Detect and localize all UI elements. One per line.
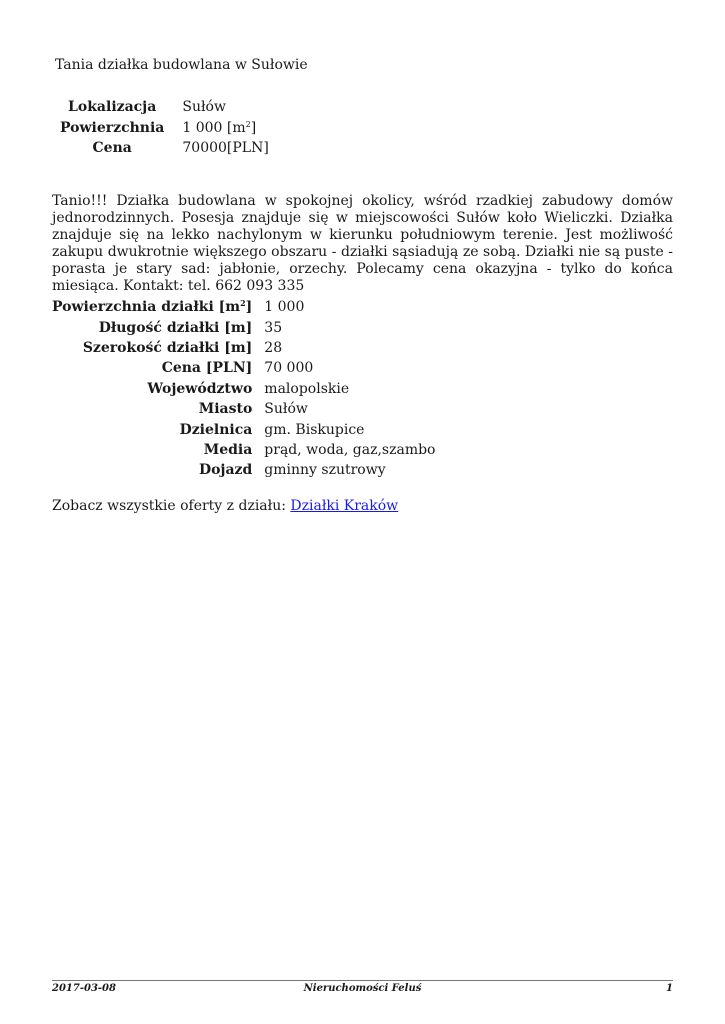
- details-row-length: [52, 317, 436, 337]
- details-row-city: [52, 399, 436, 419]
- summary-row-area: [60, 117, 269, 137]
- district-label: Dzielnica: [179, 421, 253, 438]
- footer-page-number: 1: [666, 983, 673, 994]
- plot-area-value: 1 000: [264, 299, 305, 316]
- price-label: Cena: [92, 139, 132, 156]
- price-value: 70000[PLN]: [182, 139, 269, 156]
- plot-area-label-sup: 2: [240, 298, 246, 309]
- voivodeship-value: malopolskie: [264, 380, 350, 397]
- details-row-access: [52, 460, 436, 480]
- details-row-width: [52, 338, 436, 358]
- access-label: Dojazd: [198, 462, 253, 479]
- plot-length-value: 35: [264, 319, 283, 336]
- more-offers: [52, 498, 398, 514]
- voivodeship-label: Województwo: [147, 380, 253, 397]
- summary-row-location: [60, 97, 269, 117]
- plot-price-label: Cena [PLN]: [161, 360, 253, 377]
- category-link[interactable]: Działki Kraków: [290, 498, 399, 514]
- city-value: Sułów: [264, 401, 308, 418]
- listing-description: Tanio!!! Działka budowlana w spokojnej okolicy, wśród rzadkiej zabudowy domów jednorodzinnych. Posesja znajduje się w miejscowości Sułów koło Wieliczki. Działka znajduje się na lekko nachylonym w kierunku południowym terenie. Jest możliwość zakupu dwukrotnie większego obszaru - działki sąsiadują ze sobą. Działki nie są puste - porasta je stary sad: jabłonie, orzechy. Polecamy cena okazyjna - tylko do końca miesiąca. Kontakt: tel. 662 093 335: [52, 193, 673, 294]
- area-number: 1 000 [m: [182, 119, 246, 136]
- area-superscript: 2: [245, 119, 251, 129]
- location-value: Sułów: [182, 99, 226, 116]
- details-row-voivodeship: [52, 379, 436, 399]
- district-value: gm. Biskupice: [264, 421, 365, 438]
- area-label: Powierzchnia: [60, 119, 165, 136]
- plot-length-label: Długość działki [m]: [98, 319, 253, 336]
- footer-date: 2017-03-08: [52, 983, 116, 994]
- area-value: [182, 117, 268, 137]
- utilities-value: prąd, woda, gaz,szambo: [264, 441, 436, 458]
- more-offers-text: Zobacz wszystkie oferty z działu:: [52, 498, 291, 514]
- plot-area-label-text: Powierzchnia działki [m: [52, 299, 241, 316]
- plot-width-label: Szerokość działki [m]: [82, 339, 253, 356]
- access-value: gminny szutrowy: [264, 462, 386, 479]
- details-row-district: [52, 419, 436, 439]
- area-close: ]: [250, 119, 257, 136]
- plot-width-value: 28: [264, 339, 283, 356]
- details-row-price: [52, 358, 436, 378]
- details-row-utilities: [52, 440, 436, 460]
- summary-table: [60, 97, 269, 158]
- plot-price-value: 70 000: [264, 360, 314, 377]
- plot-area-label: [52, 297, 264, 317]
- summary-row-price: [60, 138, 269, 158]
- footer-company: Nieruchomości Feluś: [303, 983, 422, 994]
- location-label: Lokalizacja: [68, 99, 157, 116]
- utilities-label: Media: [203, 441, 253, 458]
- details-table: [52, 297, 436, 481]
- document-title: Tania działka budowlana w Sułowie: [55, 57, 308, 73]
- details-row-area: [52, 297, 436, 317]
- city-label: Miasto: [198, 401, 253, 418]
- footer-divider: [52, 980, 673, 981]
- plot-area-label-close: ]: [245, 299, 253, 316]
